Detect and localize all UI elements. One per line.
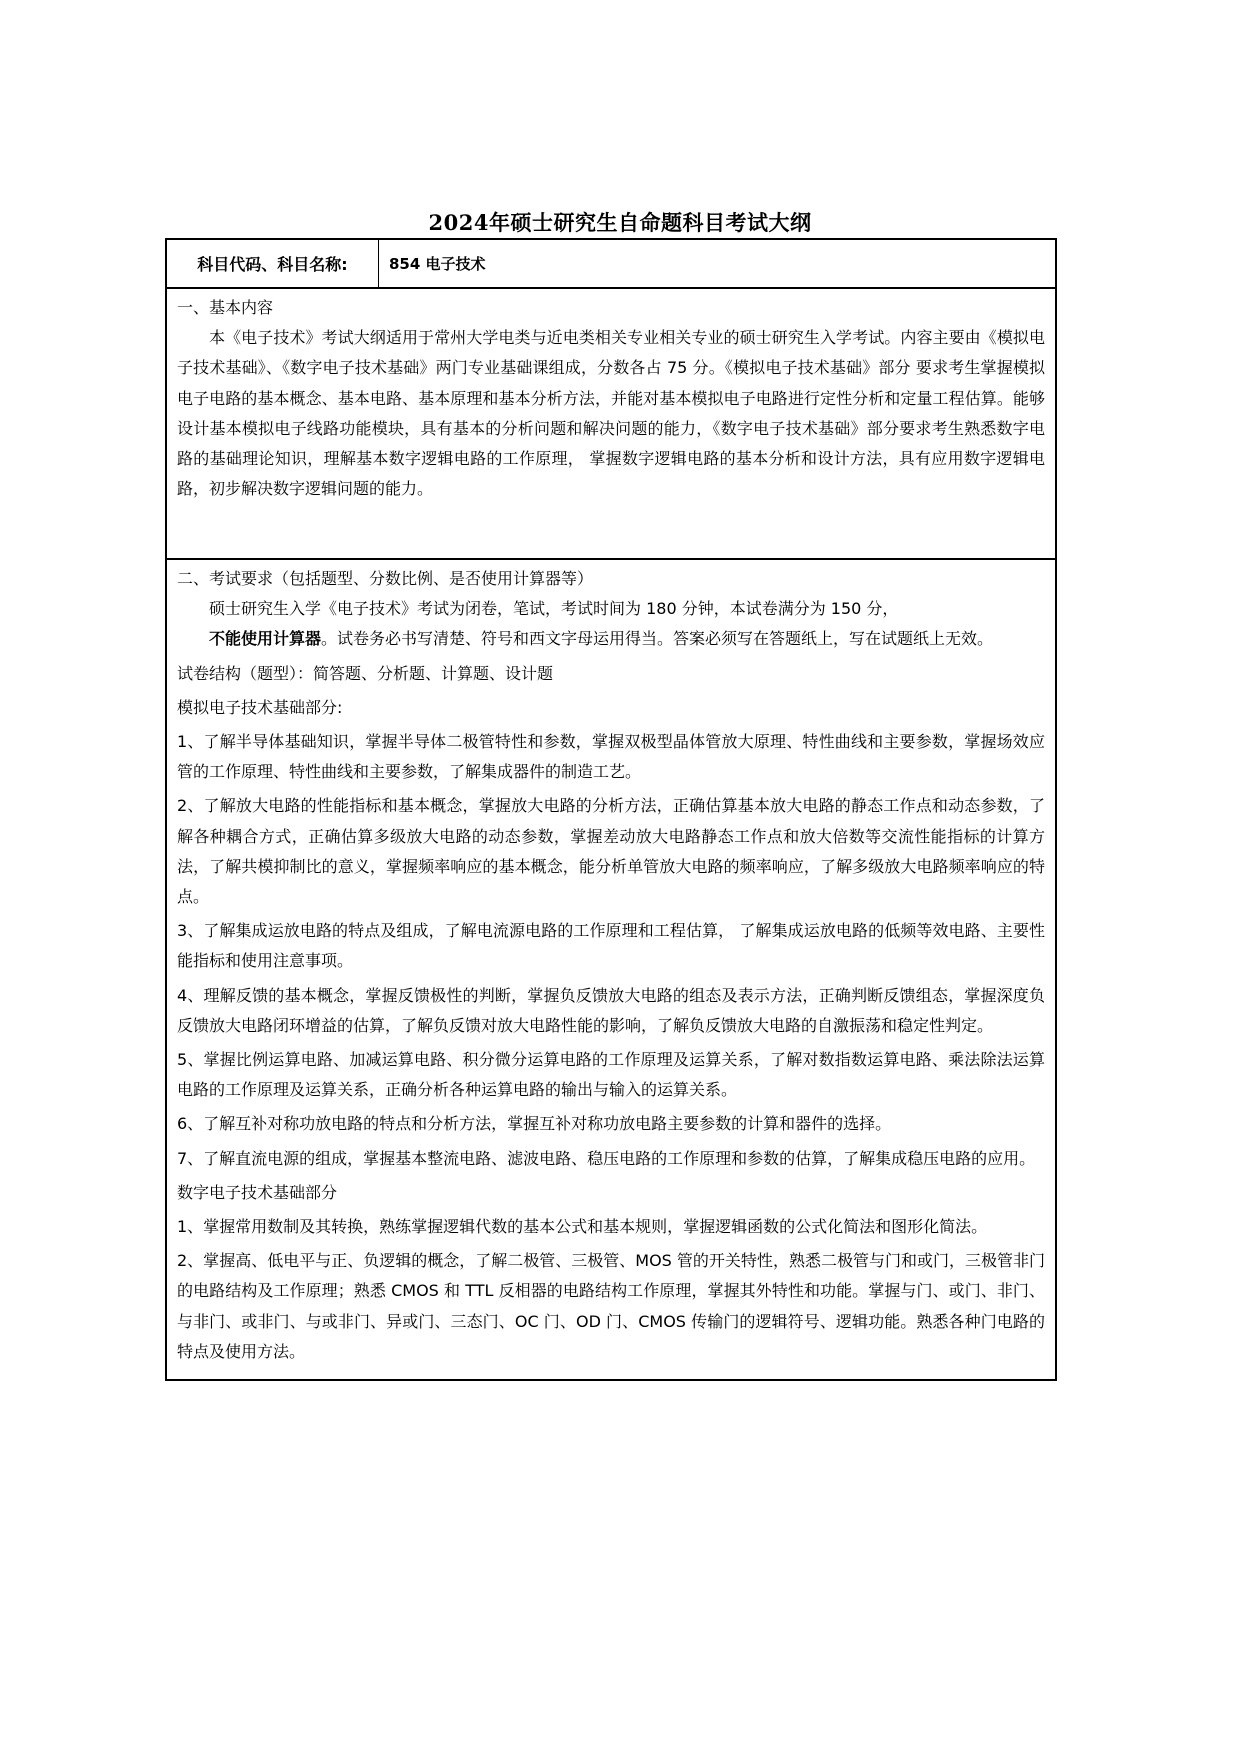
basic-content-paragraph: 本《电子技术》考试大纲适用于常州大学电类与近电类相关专业相关专业的硕士研究生入学考试。内容主要由《模拟电子技术基础》、《数字电子技术基础》两门专业基础课组成，分数各占 75 分。《模拟电子技术基础》部分 要求考生掌握模拟电子电路的基本概念、基本电路、基本原理和基本分析方法，并能对基本模拟电子电路进行定性分析和定量工程估算。能够设计基本模拟电子线路功能模块，具有基本的分析问题和解决问题的能力，《数字电子技术基础》部分要求考生熟悉数字电路的基础理论知识，理解基本数字逻辑电路的工作原理， 掌握数字逻辑电路的基本分析和设计方法，具有应用数字逻辑电路，初步解决数字逻辑问题的能力。 (177, 328, 1045, 499)
outline-table (165, 238, 1057, 1381)
analog-item: 1、了解半导体基础知识，掌握半导体二极管特性和参数，掌握双极型晶体管放大原理、特性曲线和主要参数，掌握场效应管的工作原理、特性曲线和主要参数，了解集成器件的制造工艺。 (177, 732, 1045, 782)
exam-info-text: 硕士研究生入学《电子技术》考试为闭卷，笔试，考试时间为 180 分钟，本试卷满分为 150 分， (209, 599, 899, 619)
analog-heading: 模拟电子技术基础部分: (177, 697, 343, 717)
section-exam-requirements (167, 558, 1055, 1379)
section-heading-basic-content: 一、基本内容 (177, 298, 274, 317)
digital-heading: 数字电子技术基础部分 (177, 1182, 338, 1202)
paper-structure: 试卷结构（题型）：简答题、分析题、计算题、设计题 (177, 663, 554, 683)
analog-item: 7、了解直流电源的组成，掌握基本整流电路、滤波电路、稳压电路的工作原理和参数的估算，了解集成稳压电路的应用。 (177, 1148, 1036, 1168)
subject-code-value: 854 电子技术 (389, 255, 486, 273)
page-title: 2024年硕士研究生自命题科目考试大纲 (428, 210, 812, 235)
exam-info-paragraph (177, 594, 1045, 654)
digital-item: 1、掌握常用数制及其转换，熟练掌握逻辑代数的基本公式和基本规则，掌握逻辑函数的公式化简法和图形化简法。 (177, 1217, 988, 1237)
analog-item: 2、了解放大电路的性能指标和基本概念，掌握放大电路的分析方法，正确估算基本放大电路的静态工作点和动态参数，了解各种耦合方式，正确估算多级放大电路的动态参数，掌握差动放大电路静态工作点和放大倍数等交流性能指标的计算方法，了解共模抑制比的意义，掌握频率响应的基本概念，能分析单管放大电路的频率响应，了解多级放大电路频率响应的特点。 (177, 796, 1045, 907)
section-basic-content (167, 289, 1055, 558)
subject-header-row (167, 240, 1055, 289)
calculator-restriction: 不能使用计算器 (209, 629, 322, 649)
analog-item: 5、掌握比例运算电路、加减运算电路、积分微分运算电路的工作原理及运算关系，了解对数指数运算电路、乘法除法运算电路的工作原理及运算关系，正确分析各种运算电路的输出与输入的运算关系。 (177, 1050, 1045, 1100)
digital-item: 2、掌握高、低电平与正、负逻辑的概念，了解二极管、三极管、MOS 管的开关特性，熟悉二极管与门和或门，三极管非门的电路结构及工作原理；熟悉 CMOS 和 TTL 反相器的电路结构工作原理，掌握其外特性和功能。掌握与门、或门、非门、与非门、或非门、与或非门、异或门、三态门、OC 门、OD 门、CMOS 传输门的逻辑符号、逻辑功能。熟悉各种门电路的特点及使用方法。 (177, 1251, 1045, 1361)
analog-item: 4、理解反馈的基本概念，掌握反馈极性的判断，掌握负反馈放大电路的组态及表示方法，正确判断反馈组态，掌握深度负反馈放大电路闭环增益的估算，了解负反馈对放大电路性能的影响，了解负反馈放大电路的自激振荡和稳定性判定。 (177, 985, 1045, 1035)
answer-instructions: 。试卷务必书写清楚、符号和西文字母运用得当。答案必须写在答题纸上，写在试题纸上无效。 (321, 629, 994, 649)
analog-item: 3、了解集成运放电路的特点及组成，了解电流源电路的工作原理和工程估算， 了解集成运放电路的低频等效电路、主要性能指标和使用注意事项。 (177, 921, 1045, 971)
subject-code-label: 科目代码、科目名称: (167, 240, 379, 287)
section-heading-exam-requirements: 二、考试要求（包括题型、分数比例、是否使用计算器等） (177, 569, 594, 588)
analog-item: 6、了解互补对称功放电路的特点和分析方法，掌握互补对称功放电路主要参数的计算和器件的选择。 (177, 1114, 892, 1134)
